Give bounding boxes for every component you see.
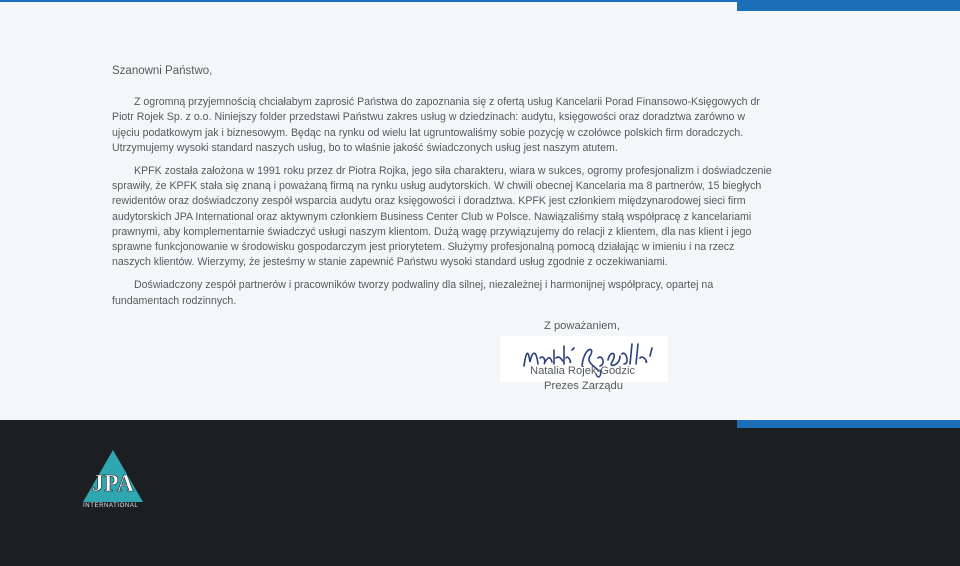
greeting: Szanowni Państwo, bbox=[112, 65, 213, 77]
letter-body bbox=[112, 64, 772, 317]
signer-role: Prezes Zarządu bbox=[544, 380, 623, 392]
logo-text: JPA bbox=[91, 471, 135, 497]
signer-name: Natalia Rojek-Godzic bbox=[530, 365, 636, 377]
footer-accent-tab bbox=[737, 420, 960, 428]
top-accent-tab bbox=[737, 0, 960, 11]
paragraph-history: KPFK została założona w 1991 roku przez dr Piotra Rojka, jego siła charakteru, wiara w sukces, ogromy profesjonalizm i doświadczenie sprawiły, że KPFK stała się znaną i poważaną firmą na rynku usług audytorskich. W chwili obecnej Kancelaria ma 8 partnerów, 15 biegłych rewidentów oraz doświadczony zespół wsparcia audytu oraz księgowości i doradztwa. KPFK jest członkiem międzynarodowej sieci firm audytorskich JPA International oraz aktywnym członkiem Business Center Club w Polsce. Nawiązaliśmy stałą współpracę z kancelariami prawnymi, aby komplementarnie świadczyć usługi naszym klientom. Dużą wagę przywiązujemy do relacji z klientem, dla nas klient i jego sprawne funkcjonowanie w środowisku gospodarczym jest priorytetem. Służymy profesjonalną pomocą działając w imieniu i na rzecz naszych klientów. Wierzymy, że jesteśmy w stanie zapewnić Państwu wysoki standard usług zgodnie z oczekiwaniami. bbox=[112, 165, 772, 269]
paragraph-intro: Z ogromną przyjemnością chciałabym zaprosić Państwa do zapoznania się z ofertą usług Kancelarii Porad Finansowo-Księgowych dr Piotr Rojek Sp. z o.o. Niniejszy folder przedstawi Państwu zakres usług w dziedzinach: audytu, księgowości oraz doradztwa zarówno w ujęciu podatkowym jak i biznesowym. Będąc na rynku od wielu lat ugruntowaliśmy sobie pozycję w czołówce polskich firm doradczych. Utrzymujemy wysoki standard naszych usług, bo to właśnie jakość świadczonych usług jest naszym atutem. bbox=[112, 96, 760, 154]
paragraph-team: Doświadczony zespół partnerów i pracowników tworzy podwaliny dla silnej, niezależnej i harmonijnej współpracy, opartej na fundamentach rodzinnych. bbox=[112, 279, 714, 307]
closing-phrase: Z poważaniem, bbox=[544, 320, 620, 332]
logo-caption: INTERNATIONAL bbox=[83, 503, 139, 509]
